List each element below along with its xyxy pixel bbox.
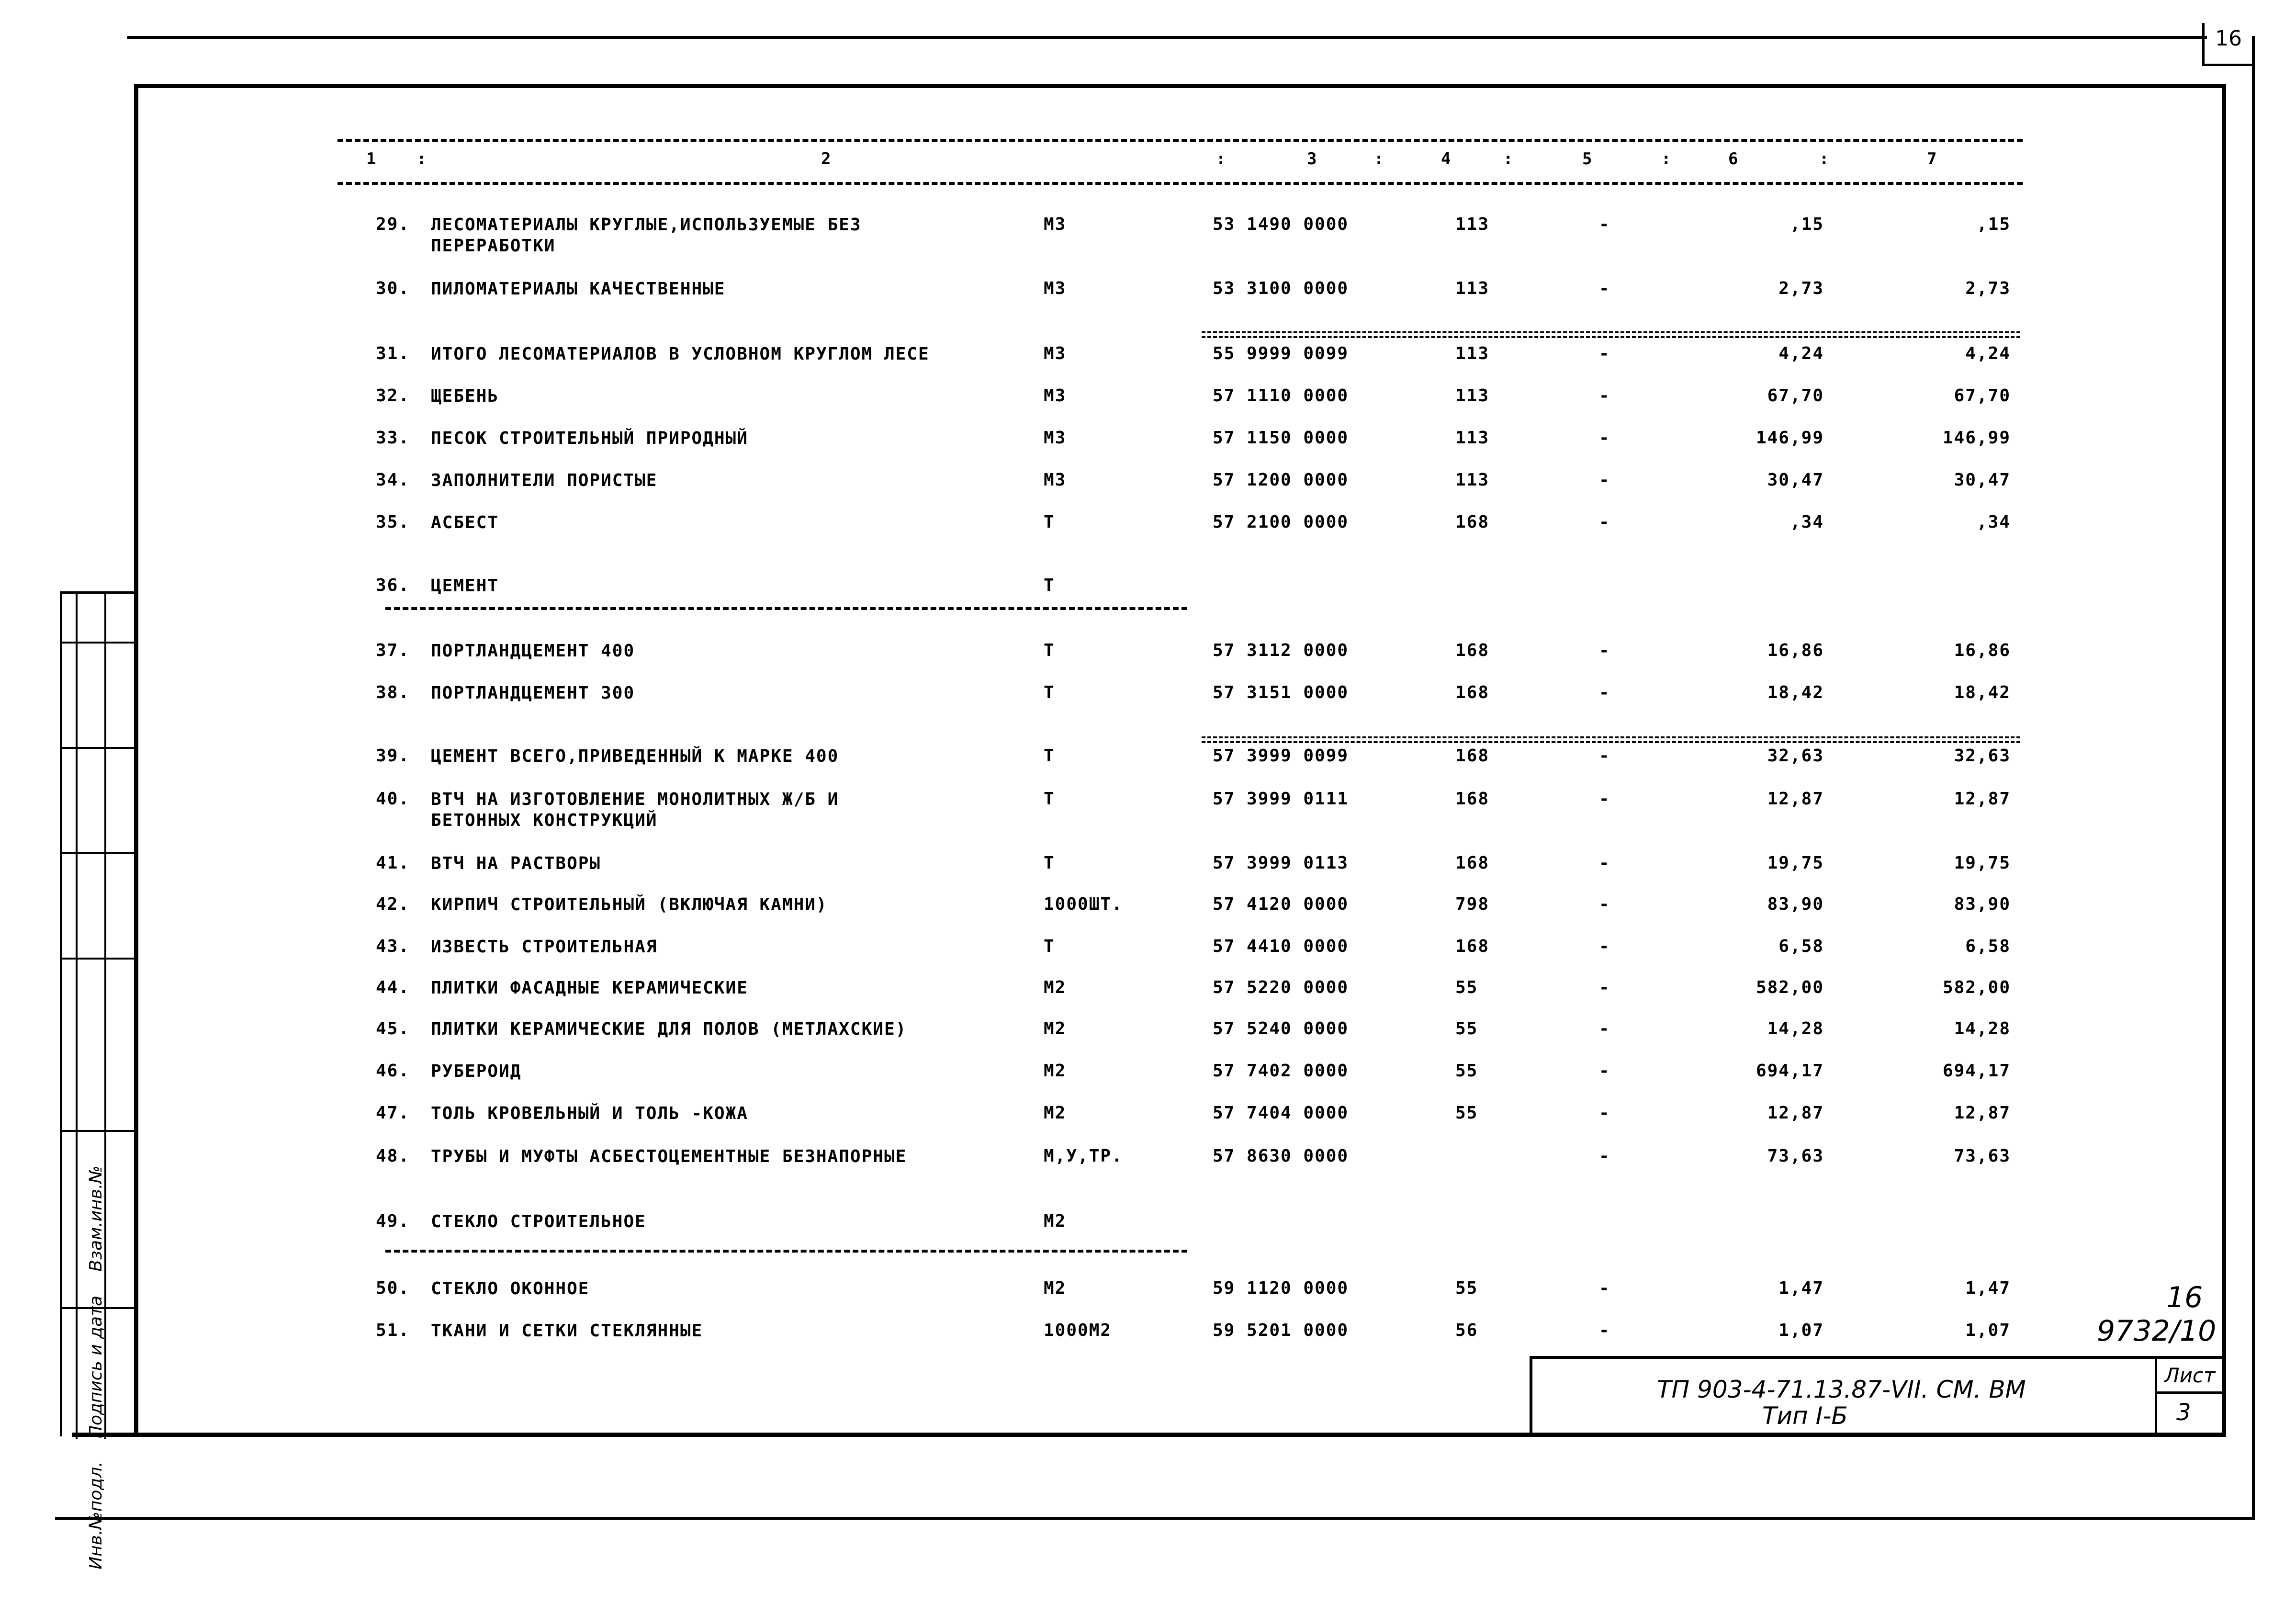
row-unit: 1000М2	[1044, 1321, 1112, 1340]
row-col6: 4,24	[1778, 344, 1824, 363]
row-unit: М3	[1044, 428, 1067, 448]
row-col4: 168	[1455, 853, 1490, 873]
row-name: КИРПИЧ СТРОИТЕЛЬНЫЙ (ВКЛЮЧАЯ КАМНИ)	[431, 895, 828, 915]
row-code: 57 8630 0000	[1213, 1146, 1349, 1166]
row-col6: 14,28	[1767, 1019, 1824, 1039]
row-number: 44.	[376, 978, 410, 997]
header-col-2: 2	[821, 149, 831, 169]
subtotal-separator-1b	[1202, 336, 2020, 338]
row-col5: -	[1599, 1019, 1610, 1039]
row-col4: 168	[1455, 789, 1490, 809]
row-col6: 1,47	[1778, 1278, 1824, 1298]
row-number: 42.	[376, 894, 410, 914]
row-code: 57 3999 0099	[1213, 746, 1349, 766]
side-stamp-r5	[62, 1130, 136, 1132]
row-col6: 83,90	[1767, 894, 1824, 914]
row-name: ЦЕМЕНТ ВСЕГО,ПРИВЕДЕННЫЙ К МАРКЕ 400	[431, 746, 839, 766]
row-unit: Т	[1044, 853, 1055, 873]
row-col6: 582,00	[1756, 978, 1824, 997]
row-col4: 55	[1455, 978, 1478, 997]
row-col6: 12,87	[1767, 789, 1824, 809]
row-name: ИТОГО ЛЕСОМАТЕРИАЛОВ В УСЛОВНОМ КРУГЛОМ ЛЕСЕ	[431, 344, 930, 364]
row-number: 35.	[376, 512, 410, 532]
row-unit: М3	[1044, 279, 1067, 298]
table-row	[0, 428, 2296, 448]
row-col7: 12,87	[1954, 789, 2011, 809]
row-col4: 56	[1455, 1321, 1478, 1340]
row-col4: 168	[1455, 641, 1490, 660]
row-name: ЗАПОЛНИТЕЛИ ПОРИСТЫЕ	[431, 471, 658, 490]
table-row	[0, 789, 2296, 830]
header-col-6: 6	[1728, 149, 1738, 169]
row-number: 48.	[376, 1146, 410, 1166]
table-row	[0, 470, 2296, 490]
row-number: 34.	[376, 470, 410, 490]
row-col7: 73,63	[1954, 1146, 2011, 1166]
row-unit: М2	[1044, 1103, 1067, 1123]
row-number: 38.	[376, 683, 410, 702]
row-code: 57 3999 0111	[1213, 789, 1349, 809]
row-unit: М2	[1044, 978, 1067, 997]
row-col5: -	[1599, 470, 1610, 490]
row-col6: 30,47	[1767, 470, 1824, 490]
row-col5: -	[1599, 279, 1610, 298]
row-col4: 55	[1455, 1103, 1478, 1123]
row-col5: -	[1599, 789, 1610, 809]
header-sep-c: :	[1374, 149, 1384, 169]
row-name: ПЕСОК СТРОИТЕЛЬНЫЙ ПРИРОДНЫЙ	[431, 429, 748, 448]
row-col4: 798	[1455, 894, 1490, 914]
row-name: ПЛИТКИ КЕРАМИЧЕСКИЕ ДЛЯ ПОЛОВ (МЕТЛАХСКИЕ)	[431, 1019, 907, 1039]
row-col4: 55	[1455, 1061, 1478, 1081]
row-number: 36.	[376, 576, 410, 595]
row-code: 57 3999 0113	[1213, 853, 1349, 873]
row-name: ТКАНИ И СЕТКИ СТЕКЛЯННЫЕ	[431, 1321, 703, 1341]
row-col6: 2,73	[1778, 279, 1824, 298]
row-col5: -	[1599, 512, 1610, 532]
row-unit: Т	[1044, 512, 1055, 532]
row-number: 45.	[376, 1019, 410, 1039]
row-code: 53 3100 0000	[1213, 279, 1349, 298]
row-col7: 67,70	[1954, 386, 2011, 406]
side-stamp-r4	[62, 958, 136, 960]
row-col7: 16,86	[1954, 641, 2011, 660]
row-number: 40.	[376, 789, 410, 809]
table-row	[0, 1146, 2296, 1166]
row-col5: -	[1599, 386, 1610, 406]
bottom-edge-line	[55, 1517, 2255, 1520]
row-col4: 168	[1455, 937, 1490, 956]
row-code: 57 1200 0000	[1213, 470, 1349, 490]
row-col7: 83,90	[1954, 894, 2011, 914]
row-col5: -	[1599, 215, 1610, 234]
corner-box-bottom	[2202, 64, 2255, 66]
row-unit: Т	[1044, 789, 1055, 809]
row-col4: 113	[1455, 386, 1490, 406]
right-edge-line	[2252, 36, 2255, 1520]
header-col-1: 1	[366, 149, 376, 169]
row-col5: -	[1599, 428, 1610, 448]
header-bottom-border	[338, 182, 2023, 185]
row-number: 50.	[376, 1278, 410, 1298]
row-name: ТРУБЫ И МУФТЫ АСБЕСТОЦЕМЕНТНЫЕ БЕЗНАПОРНЫЕ	[431, 1147, 907, 1166]
row-code: 57 1110 0000	[1213, 386, 1349, 406]
sheet-label: Лист	[2164, 1364, 2216, 1387]
subtotal-separator-1	[1202, 331, 2020, 333]
row-unit: Т	[1044, 576, 1055, 595]
row-name: ПИЛОМАТЕРИАЛЫ КАЧЕСТВЕННЫЕ	[431, 279, 726, 299]
row-col7: 146,99	[1942, 428, 2011, 448]
sheet-box-left	[2155, 1359, 2157, 1433]
row-col7: 18,42	[1954, 683, 2011, 702]
row-unit: Т	[1044, 641, 1055, 660]
row-number: 39.	[376, 746, 410, 766]
row-code: 57 4410 0000	[1213, 937, 1349, 956]
row-unit: Т	[1044, 746, 1055, 766]
sheet-box-mid	[2155, 1391, 2225, 1394]
row-col6: ,34	[1790, 512, 1824, 532]
row-name: ТОЛЬ КРОВЕЛЬНЫЙ И ТОЛЬ -КОЖА	[431, 1104, 748, 1123]
row-name: АСБЕСТ	[431, 513, 499, 532]
row-col6: 6,58	[1778, 937, 1824, 956]
row-number: 32.	[376, 386, 410, 406]
row-name: РУБЕРОИД	[431, 1062, 522, 1081]
row-name: ЦЕМЕНТ	[431, 576, 499, 596]
row-code: 55 9999 0099	[1213, 344, 1349, 363]
inner-frame-top	[134, 84, 2226, 88]
row-code: 57 1150 0000	[1213, 428, 1349, 448]
row-number: 51.	[376, 1321, 410, 1340]
side-stamp-r1	[62, 642, 136, 644]
group-underline-glass	[385, 1250, 1187, 1253]
header-sep-e: :	[1661, 149, 1671, 169]
row-number: 29.	[376, 215, 410, 234]
group-underline-cement	[385, 607, 1187, 610]
table-row	[0, 853, 2296, 873]
row-col5: -	[1599, 1103, 1610, 1123]
inner-frame-right	[2222, 84, 2226, 1437]
row-col5: -	[1599, 978, 1610, 997]
title-block	[1530, 1356, 2222, 1433]
inner-frame-bottom	[72, 1433, 2226, 1437]
row-col7: ,15	[1976, 215, 2011, 234]
table-row	[0, 512, 2296, 532]
row-number: 49.	[376, 1211, 410, 1231]
header-col-7: 7	[1927, 149, 1937, 169]
row-number: 37.	[376, 641, 410, 660]
side-stamp	[60, 591, 136, 1570]
header-col-3: 3	[1307, 149, 1317, 169]
subtotal-separator-2b	[1202, 741, 2020, 743]
row-col6: 1,07	[1778, 1321, 1824, 1340]
row-number: 47.	[376, 1103, 410, 1123]
header-sep-b: :	[1216, 149, 1226, 169]
row-col5: -	[1599, 1278, 1610, 1298]
header-col-4: 4	[1441, 149, 1451, 169]
row-col6: 19,75	[1767, 853, 1824, 873]
row-col7: 694,17	[1942, 1061, 2011, 1081]
top-edge-line	[127, 36, 2207, 39]
row-name: ВТЧ НА ИЗГОТОВЛЕНИЕ МОНОЛИТНЫХ Ж/Б И БЕТОННЫХ КОНСТРУКЦИЙ	[431, 790, 839, 830]
row-code: 57 7404 0000	[1213, 1103, 1349, 1123]
row-unit: Т	[1044, 683, 1055, 702]
row-col7: 32,63	[1954, 746, 2011, 766]
row-col5: -	[1599, 641, 1610, 660]
table-row	[0, 1061, 2296, 1081]
row-code: 57 7402 0000	[1213, 1061, 1349, 1081]
row-code: 57 4120 0000	[1213, 894, 1349, 914]
row-col7: 4,24	[1965, 344, 2011, 363]
row-col7: 30,47	[1954, 470, 2011, 490]
row-code: 57 5220 0000	[1213, 978, 1349, 997]
row-col7: 2,73	[1965, 279, 2011, 298]
row-unit: М3	[1044, 344, 1067, 363]
row-code: 57 3151 0000	[1213, 683, 1349, 702]
row-unit: М,У,ТР.	[1044, 1146, 1123, 1166]
row-unit: М3	[1044, 386, 1067, 406]
row-name: ПОРТЛАНДЦЕМЕНТ 300	[431, 683, 635, 703]
row-col7: 1,47	[1965, 1278, 2011, 1298]
row-number: 30.	[376, 279, 410, 298]
row-col4: 168	[1455, 683, 1490, 702]
row-col6: 18,42	[1767, 683, 1824, 702]
row-col6: 73,63	[1767, 1146, 1824, 1166]
row-col7: 14,28	[1954, 1019, 2011, 1039]
header-sep-f: :	[1819, 149, 1829, 169]
row-code: 57 2100 0000	[1213, 512, 1349, 532]
row-col7: 582,00	[1942, 978, 2011, 997]
row-name: ИЗВЕСТЬ СТРОИТЕЛЬНАЯ	[431, 937, 658, 957]
row-col6: 12,87	[1767, 1103, 1824, 1123]
row-col4: 168	[1455, 746, 1490, 766]
row-unit: М2	[1044, 1211, 1067, 1231]
row-col5: -	[1599, 344, 1610, 363]
row-number: 46.	[376, 1061, 410, 1081]
row-number: 33.	[376, 428, 410, 448]
row-col4: 113	[1455, 344, 1490, 363]
side-stamp-vzam: Взам.инв.№	[86, 1165, 106, 1272]
corner-box-left	[2202, 23, 2205, 66]
row-unit: М3	[1044, 215, 1067, 234]
row-col4: 113	[1455, 279, 1490, 298]
header-sep-d: :	[1503, 149, 1513, 169]
row-col6: 16,86	[1767, 641, 1824, 660]
doc-type: Тип I-Б	[1762, 1402, 1848, 1430]
row-unit: М2	[1044, 1019, 1067, 1039]
row-name: ПОРТЛАНДЦЕМЕНТ 400	[431, 641, 635, 661]
row-number: 31.	[376, 344, 410, 363]
row-col4: 55	[1455, 1019, 1478, 1039]
row-name: ВТЧ НА РАСТВОРЫ	[431, 854, 601, 873]
row-col6: 32,63	[1767, 746, 1824, 766]
doc-code: ТП 903-4-71.13.87-VII. СМ. ВМ	[1657, 1376, 2026, 1403]
row-col7: 6,58	[1965, 937, 2011, 956]
row-col4: 55	[1455, 1278, 1478, 1298]
row-name: ПЛИТКИ ФАСАДНЫЕ КЕРАМИЧЕСКИЕ	[431, 978, 748, 998]
row-col4: 113	[1455, 215, 1490, 234]
row-name: ЩЕБЕНЬ	[431, 386, 499, 406]
row-unit: Т	[1044, 937, 1055, 956]
row-col7: ,34	[1976, 512, 2011, 532]
row-name: СТЕКЛО ОКОННОЕ	[431, 1279, 590, 1299]
table-row	[0, 1103, 2296, 1123]
side-stamp-r2	[62, 747, 136, 749]
row-code: 59 5201 0000	[1213, 1321, 1349, 1340]
row-unit: 1000ШТ.	[1044, 894, 1123, 914]
row-col5: -	[1599, 1146, 1610, 1166]
row-col4: 113	[1455, 428, 1490, 448]
row-unit: М2	[1044, 1061, 1067, 1081]
row-col5: -	[1599, 853, 1610, 873]
row-col7: 19,75	[1954, 853, 2011, 873]
row-unit: М2	[1044, 1278, 1067, 1298]
header-top-border	[338, 139, 2023, 142]
row-code: 57 3112 0000	[1213, 641, 1349, 660]
side-stamp-inv: Инв.№подл.	[86, 1461, 106, 1570]
row-name: ЛЕСОМАТЕРИАЛЫ КРУГЛЫЕ,ИСПОЛЬЗУЕМЫЕ БЕЗ ПЕРЕРАБОТКИ	[431, 215, 862, 256]
side-stamp-col1	[76, 594, 78, 1439]
row-col5: -	[1599, 746, 1610, 766]
row-col5: -	[1599, 683, 1610, 702]
row-col6: 694,17	[1756, 1061, 1824, 1081]
row-col5: -	[1599, 1061, 1610, 1081]
handwritten-reference: 9732/10	[2097, 1314, 2217, 1348]
table-row	[0, 894, 2296, 915]
row-name: СТЕКЛО СТРОИТЕЛЬНОЕ	[431, 1212, 646, 1231]
row-code: 57 5240 0000	[1213, 1019, 1349, 1039]
sheet-number: 3	[2176, 1399, 2191, 1426]
corner-page-number: 16	[2215, 26, 2242, 51]
row-col5: -	[1599, 894, 1610, 914]
subtotal-separator-2	[1202, 736, 2020, 738]
row-col5: -	[1599, 937, 1610, 956]
row-number: 41.	[376, 853, 410, 873]
row-col5: -	[1599, 1321, 1610, 1340]
row-col6: ,15	[1790, 215, 1824, 234]
side-stamp-podpis: Подпись и дата	[86, 1295, 106, 1439]
row-col7: 12,87	[1954, 1103, 2011, 1123]
table-row	[0, 1211, 2296, 1231]
row-col7: 1,07	[1965, 1321, 2011, 1340]
row-code: 53 1490 0000	[1213, 215, 1349, 234]
row-col6: 67,70	[1767, 386, 1824, 406]
row-col6: 146,99	[1756, 428, 1824, 448]
handwritten-page-number: 16	[2166, 1281, 2203, 1314]
header-sep-a: :	[416, 149, 427, 169]
row-col4: 113	[1455, 470, 1490, 490]
row-number: 43.	[376, 937, 410, 956]
row-col4: 168	[1455, 512, 1490, 532]
row-code: 59 1120 0000	[1213, 1278, 1349, 1298]
header-col-5: 5	[1582, 149, 1592, 169]
row-unit: М3	[1044, 470, 1067, 490]
